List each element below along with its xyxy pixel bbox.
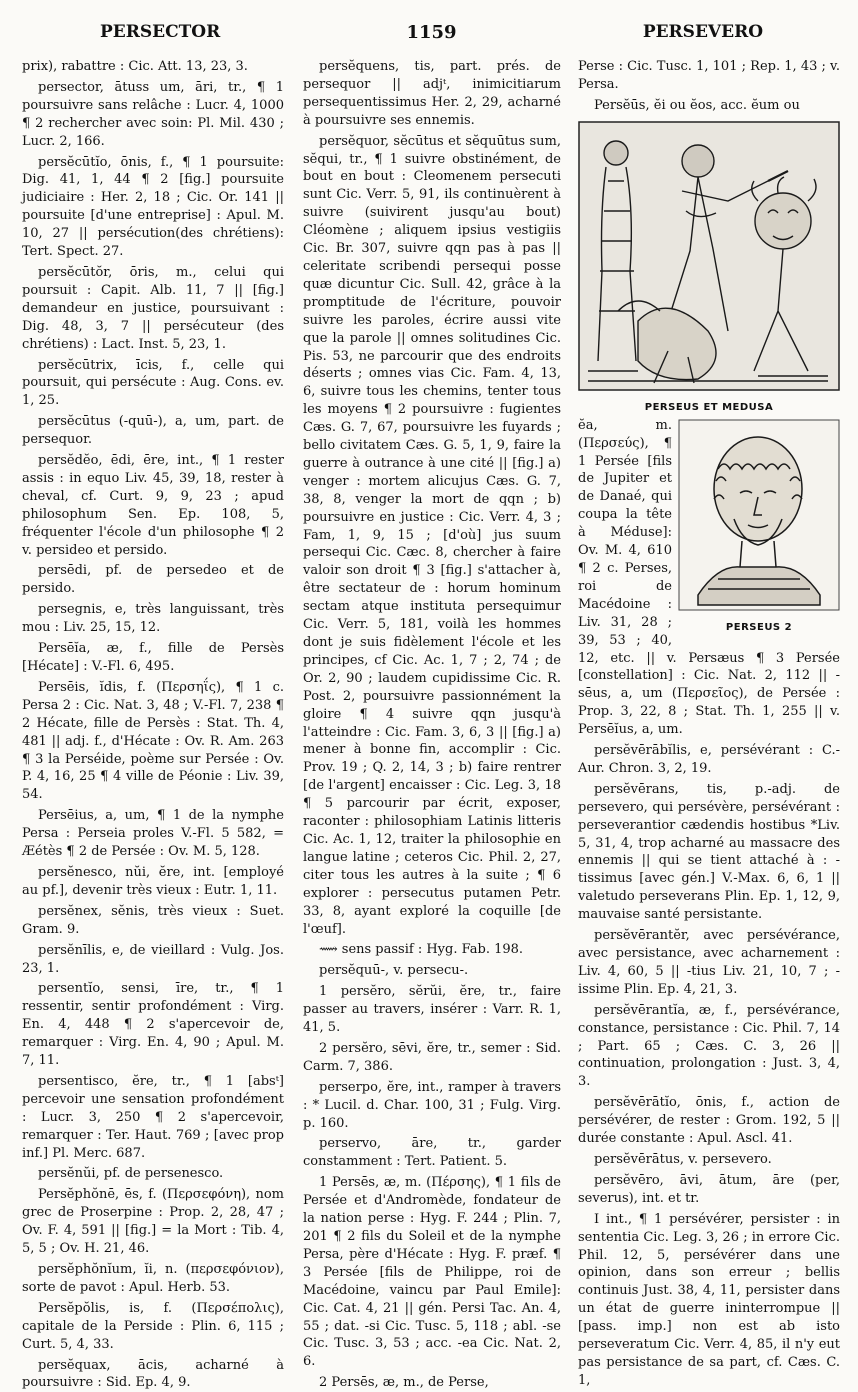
entry: persĕquor, sĕcūtus et sĕquūtus sum, sĕqui, tr., ¶ 1 suivre obstinément, de bout en bout : Cleomenem persecuti sunt Cic. Verr. 5, 91, ils continuèrent à suivre (suivirent jusqu'au bout) Cléomène ; aliquem ipsius vestigiis Cic. Br. 307, suivre qqn pas à pas || celeritate scribendi persequi posse quæ dicuntur Cic. Sull. 42, grâce à la promptitude de l'écriture, pouvoir suivre les paroles, écrire aussi vite que la parole || omnes solitudines Cic. Pis. 53, ne parcourir que des endroits déserts ; omnes vias Cic. Fam. 4, 13, 6, suivre tous les chemins, tenter tous les moyens ¶ 2 poursuivre : fugientes Cæs. G. 7, 67, poursuivre les fuyards ; bello civitatem Cæs. G. 5, 1, 9, faire la guerre à outrance à une cité || [fig.] a) venger : mortem alicujus Cæs. G. 7, 38, 8, venger la mort de qqn ; b) poursuivre en justice : Cic. Verr. 4, 3 ; Fam, 1, 9, 15 ; [d'où] jus suum persequi Cic. Cæc. 8, chercher à faire valoir son droit ¶ 3 [fig.] s'attacher à, être sectateur de : horum hominum sectam atque instituta persequimur Cic. Verr. 5, 181, voilà les hommes dont je suis fidèlement l'école et les principes, cf Cic. Ac. 1, 7 ; 2, 74 ; de Or. 2, 90 ; laudem cupidissime Cic. R. Post. 2, poursuivre passionnément la gloire ¶ 4 suivre qqn jusqu'à l'atteindre : Cic. Fam. 3, 6, 3 || [fig.] a) mener à bonne fin, accomplir : Cic. Prov. 19 ; Q. 2, 14, 3 ; b) faire rentrer [de l'argent] encaisser : Cic. Leg. 3, 18 ¶ 5 parcourir par écrit, exposer, raconter : philosophiam Latinis litteris Cic. Ac. 1, 12, traiter la philosophie en langue latine ; ceteros Cic. Phil. 2, 27, citer tous les autres à la suite ; ¶ 6 explorer : persecutus putamen Petr. 33, 8, ayant exploré la coquille [de l'œuf].	[303, 133, 561, 937]
running-head-right: PERSEVERO	[642, 22, 763, 42]
illustration-perseus-bust	[678, 419, 840, 633]
entry: persēdi, pf. de persedeo et de persido.	[22, 563, 284, 597]
perseus-medusa-engraving	[578, 121, 840, 391]
entry: persĕnex, sĕnis, très vieux : Suet. Gram. 9.	[22, 903, 284, 937]
entry: perservo, āre, tr., garder constamment : Tert. Patient. 5.	[303, 1136, 561, 1170]
entry: ĕa, m. (Περσεύς), ¶ 1 Persée [fils de Jupiter et de Danaé, qui coupa la tête à Méduse]: Ov. M. 4, 610 ¶ 2 c. Perses, roi de Macédoine : Liv. 31, 28 ; 39, 53 ; 40, 12, etc. || v. Persæus ¶ 3 Persée [constellation] : Cic. Nat. 2, 112 || -sēus, a, um (Περσεῖος), de Persée : Prop. 3, 22, 8 ; Stat. Th. 1, 255 || v. Persēĭus, a, um.	[578, 417, 840, 738]
entry: persĕnīlis, e, de vieillard : Vulg. Jos. 23, 1.	[22, 942, 284, 976]
entry: Perse : Cic. Tusc. 1, 101 ; Rep. 1, 43 ; v. Persa.	[578, 59, 840, 92]
perseus-bust-engraving	[678, 419, 840, 611]
entry: persĕvērātus, v. persevero.	[594, 1151, 772, 1167]
entry: persĕnesco, nŭi, ĕre, int. [employé au pf.], devenir très vieux : Eutr. 1, 11.	[22, 864, 284, 898]
entry: persĕvērans, tis, p.-adj. de persevero, qui persévère, persévérant : perseverantior cædendis hostibus *Liv. 5, 31, 4, trop acharné au massacre des ennemis || qui se tient attaché à : -tissimus [avec gén.] V.-Max. 6, 6, 1 || valetudo perseverans Plin. Ep. 1, 12, 9, mauvaise santé persistante.	[578, 781, 840, 923]
entry: persĕvērātĭo, ōnis, f., action de persévérer, de rester : Grom. 192, 5 || durée constante : Apul. Ascl. 41.	[578, 1095, 840, 1147]
entry: Persĕpŏlis, is, f. (Περσέπολις), capitale de la Perside : Plin. 6, 115 ; Curt. 5, 4, 33.	[22, 1300, 284, 1352]
entry: persĕquens, tis, part. prés. de persequor || adjᵗ, inimicitiarum persequentissimus Her. 2, 29, acharné à poursuivre ses ennemis.	[303, 59, 561, 128]
entry: persĕvērābĭlis, e, persévérant : C.-Aur. Chron. 3, 2, 19.	[578, 743, 840, 776]
entry: Persēius, a, um, ¶ 1 de la nymphe Persa : Perseia proles V.-Fl. 5 582, = Æétès ¶ 2 de Persée : Ov. M. 5, 128.	[22, 808, 284, 860]
page-header	[100, 22, 763, 48]
entry: persĕvērantĕr, avec persévérance, avec persistance, avec acharnement : Liv. 4, 60, 5 || -tius Liv. 21, 10, 7 ; -issime Plin. Ep. 4, 21, 3.	[578, 928, 840, 997]
entry: persĕvēro, āvi, ātum, āre (per, severus), int. et tr.	[578, 1172, 840, 1206]
entry: persĕcūtŏr, ōris, m., celui qui poursuit : Capit. Alb. 11, 7 || [fig.] demandeur en justice, poursuivant : Dig. 48, 3, 7 || persécuteur (des chrétiens) : Lact. Inst. 5, 23, 1.	[22, 264, 284, 352]
column-1	[22, 58, 284, 1391]
column-2	[303, 58, 561, 1391]
entry: persĕcūtrix, īcis, f., celle qui poursuit, qui persécute : Aug. Cons. ev. 1, 25.	[22, 357, 284, 409]
entry: prix), rabattre : Cic. Att. 13, 23, 3.	[22, 59, 248, 74]
entry: Persēis, ĭdis, f. (Περσηΐς), ¶ 1 c. Persa 2 : Cic. Nat. 3, 48 ; V.-Fl. 7, 238 ¶ 2 Hécate, fille de Persès : Stat. Th. 4, 481 || adj. f., d'Hécate : Ov. R. Am. 263 ¶ 3 la Perséide, poème sur Persée : Ov. P. 4, 16, 25 ¶ 4 ville de Péonie : Liv. 39, 54.	[22, 679, 284, 803]
entry: persentĭo, sensi, īre, tr., ¶ 1 ressentir, sentir profondément : Virg. En. 4, 448 ¶ 2 s'apercevoir de, remarquer : Virg. En. 4, 90 ; Apul. M. 7, 11.	[22, 981, 284, 1069]
entry: persĕcūtus (-quū-), a, um, part. de persequor.	[22, 414, 284, 448]
entry: 1 Persēs, æ, m. (Πέρσης), ¶ 1 fils de Persée et d'Andromède, fondateur de la nation perse : Hyg. F. 244 ; Plin. 7, 201 ¶ 2 fils du Soleil et de la nymphe Persa, père d'Hécate : Hyg. F. præf. ¶ 3 Persée [fils de Philippe, roi de Macédoine, vaincu par Paul Emile]: Cic. Cat. 4, 21 || gén. Persi Tac. An. 4, 55 ; dat. -si Cic. Tusc. 5, 118 ; abl. -se Cic. Tusc. 3, 53 ; acc. -ea Cic. Nat. 2, 6.	[303, 1175, 561, 1370]
entry: persĕcūtĭo, ōnis, f., ¶ 1 poursuite: Dig. 41, 1, 44 ¶ 2 [fig.] poursuite judiciaire : Her. 2, 18 ; Cic. Or. 141 || poursuite [d'une entreprise] : Apul. M. 10, 27 || persécution(des chrétiens): Tert. Spect. 27.	[22, 154, 284, 260]
entry: persector, ātuss um, āri, tr., ¶ 1 poursuivre sans relâche : Lucr. 4, 1000 ¶ 2 rechercher avec soin: Pl. Mil. 430 ; Lucr. 2, 166.	[22, 79, 284, 149]
column-3	[578, 58, 840, 1388]
running-head-left: PERSECTOR	[100, 22, 221, 42]
entry: persĕphŏnĭum, ĭi, n. (περσεφόνιον), sorte de pavot : Apul. Herb. 53.	[22, 1262, 284, 1295]
entry: 1 persĕro, sĕrŭi, ĕre, tr., faire passer au travers, insérer : Varr. R. 1, 41, 5.	[303, 984, 561, 1036]
entry: Persĕphŏnē, ēs, f. (Περσεφόνη), nom grec de Proserpine : Prop. 2, 28, 47 ; Ov. F. 4, 591 || [fig.] = la Mort : Tib. 4, 5, 5 ; Ov. H. 21, 46.	[22, 1187, 284, 1257]
entry: persĕnŭi, pf. de persenesco.	[38, 1166, 224, 1182]
entry: persentisco, ĕre, tr., ¶ 1 [absᵗ] percevoir une sensation profondément : Lucr. 3, 250 ¶ 2 s'apercevoir, remarquer : Ter. Haut. 769 ; [avec prop inf.] Pl. Merc. 687.	[22, 1073, 284, 1161]
entry: persĕquū-, v. persecu-.	[319, 963, 469, 979]
entry: ⟿ sens passif : Hyg. Fab. 198.	[319, 942, 524, 958]
page-number: 1159	[406, 22, 457, 43]
entry: persĕdĕo, ēdi, ēre, int., ¶ 1 rester assis : in equo Liv. 45, 39, 18, rester à cheval, cf. Curt. 9, 9, 23 ; apud philosophum Sen. Ep. 108, 5, fréquenter l'école d'un philosophe ¶ 2 v. persideo et persido.	[22, 453, 284, 558]
entry: Persēĭa, æ, f., fille de Persès [Hécate] : V.-Fl. 6, 495.	[22, 641, 284, 674]
entry: I int., ¶ 1 persévérer, persister : in sententia Cic. Leg. 3, 26 ; in errore Cic. Phil. 12, 5, persévérer dans une opinion, dans son erreur ; bellis continuis Just. 38, 4, 11, persister dans un état de guerre ininterrompue || [pass. imp.] non est ab isto perseveratum Cic. Verr. 4, 85, il n'y eut pas persistance de sa part, cf. Cæs. C. 1,	[578, 1211, 840, 1388]
illustration-perseus-medusa	[578, 121, 840, 411]
entry: persegnis, e, très languissant, très mou : Liv. 25, 15, 12.	[22, 602, 284, 636]
figure-caption: PERSEUS 2	[725, 621, 793, 633]
entry: persĕvērantĭa, æ, f., persévérance, constance, persistance : Cic. Phil. 7, 14 ; Part. 65 ; Cæs. C. 3, 26 || continuation, prolongation : Just. 3, 4, 3.	[578, 1002, 840, 1090]
entry: 2 Persēs, æ, m., de Perse,	[319, 1375, 489, 1391]
entry: Persĕūs, ĕi ou ĕos, acc. ĕum ou	[594, 97, 800, 113]
entry: perserpo, ĕre, int., ramper à travers : * Lucil. d. Char. 100, 31 ; Fulg. Virg. p. 160.	[303, 1079, 561, 1131]
figure-caption: PERSEUS ET MEDUSA	[644, 401, 774, 413]
entry: 2 persĕro, sēvi, ĕre, tr., semer : Sid. Carm. 7, 386.	[303, 1040, 561, 1074]
entry: persĕquax, ācis, acharné à poursuivre : Sid. Ep. 4, 9.	[22, 1357, 284, 1391]
